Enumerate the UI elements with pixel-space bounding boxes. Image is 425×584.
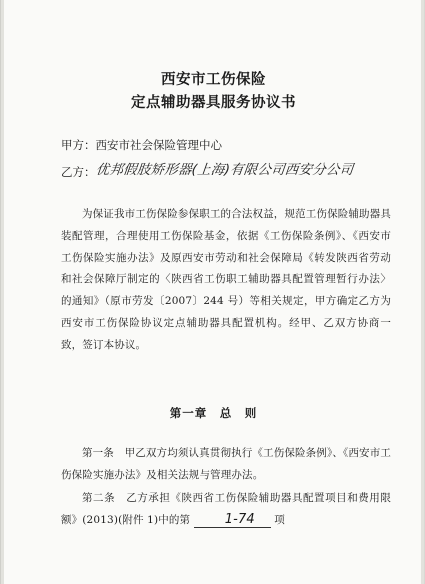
- preamble-paragraph: 为保证我市工伤保险参保职工的合法权益，规范工伤保险辅助器具装配管理，合理使用工伤保险基金，依据《工伤保险条例》、《西安市工伤保险实施办法》及原西安市劳动和社会保障局《转发陕西省劳动和社会保障厅制定的〈陕西省工伤职工辅助器具配置管理暂行办法〉的通知》（原市劳发〔2007〕244 号）等相关规定，甲方确定乙方为西安市工伤保险协议定点辅助器具配置机构。经甲、乙双方协商一致，签订本协议。: [61, 208, 391, 351]
- article-2-suffix: 项: [274, 513, 285, 526]
- party-b-label: 乙方：: [61, 165, 96, 179]
- article-1: 第一条 甲乙双方均须认真贯彻执行《工伤保险条例》、《西安市工伤保险实施办法》及相关法规与管理办法。: [61, 447, 391, 481]
- chapter-heading: 第一章 总 则: [169, 406, 258, 420]
- party-b: [61, 160, 353, 180]
- party-b-handwritten-name: 优邦假肢矫形器(上海)有限公司西安分公司: [94, 162, 354, 178]
- article-2: [61, 488, 391, 532]
- document-title-line1: 西安市工伤保险: [161, 72, 266, 88]
- article-2-handwritten-range: 1-74: [194, 513, 271, 528]
- article-2-text: 第二条 乙方承担《陕西省工伤保险辅助器具配置项目和费用限额》(2013)(附件 1)中的第: [61, 492, 391, 526]
- party-a: 甲方：西安市社会保险管理中心: [61, 138, 222, 152]
- document-title-line2: 定点辅助器具服务协议书: [131, 95, 296, 111]
